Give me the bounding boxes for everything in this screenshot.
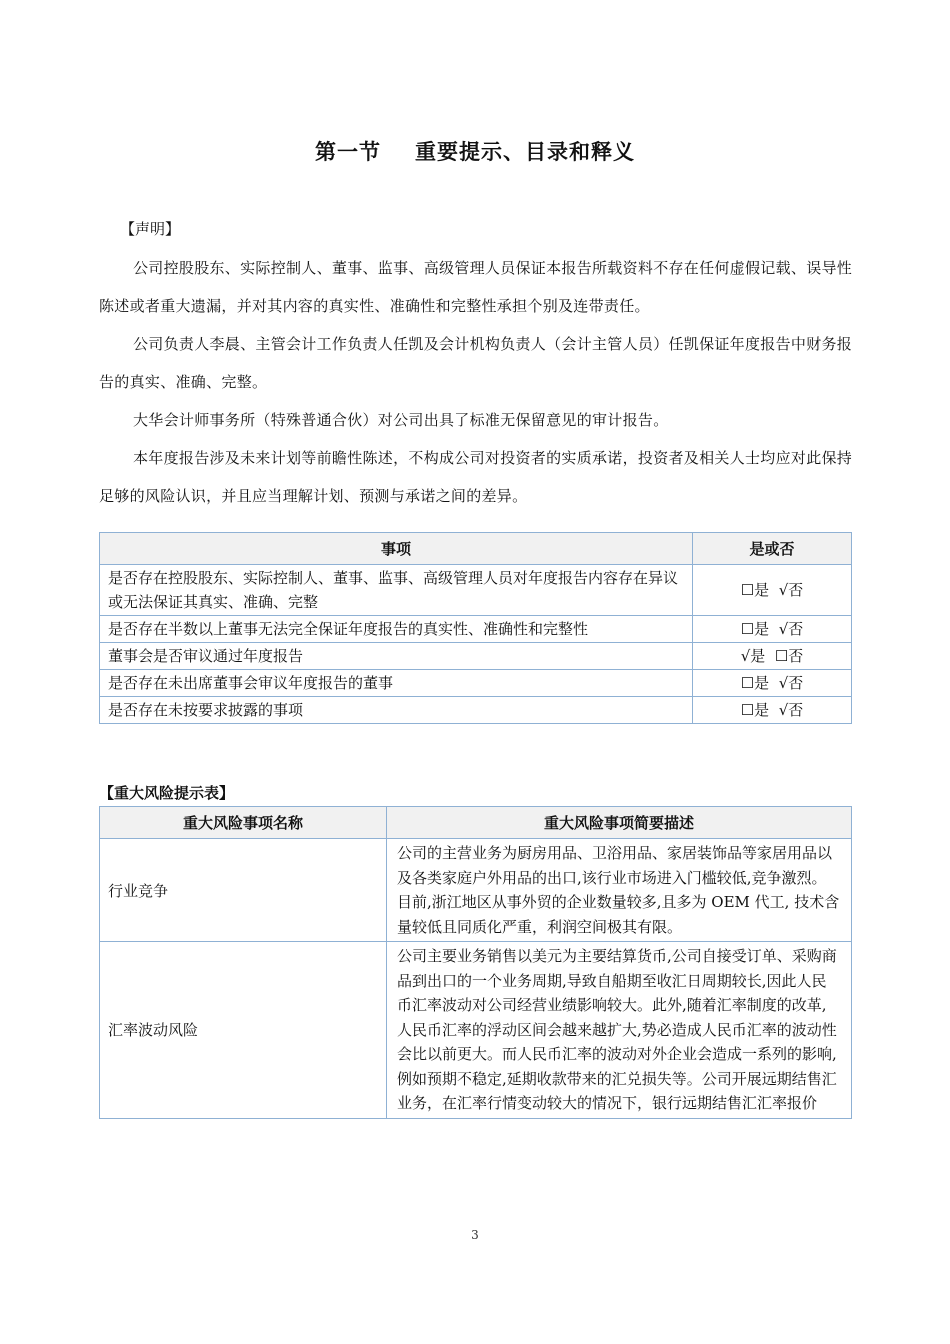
declaration-paragraph-2: 公司负责人李晨、主管会计工作负责人任凯及会计机构负责人（会计主管人员）任凯保证年度报告中财务报告的真实、准确、完整。 [99,335,853,391]
table-row [100,942,852,1119]
table-header-row [100,807,852,839]
confirmation-table [99,532,852,724]
row-answer: ☐是 √否 [693,670,852,697]
row-answer: √是 ☐否 [693,643,852,670]
table-row [100,565,852,616]
table-row [100,643,852,670]
column-header-yes-no: 是或否 [693,533,852,565]
section-number: 第一节 [315,140,381,164]
page-number: 3 [471,1228,479,1242]
section-title [0,136,950,166]
risk-description: 公司的主营业务为厨房用品、卫浴用品、家居装饰品等家居用品以及各类家庭户外用品的出口,该行业市场进入门槛较低,竞争激烈。目前,浙江地区从事外贸的企业数量较多,且多为 OEM 代工, 技术含量较低且同质化严重，利润空间极其有限。 [387,839,852,942]
risk-table-heading: 【重大风险提示表】 [99,784,235,802]
declaration-paragraph-3: 大华会计师事务所（特殊普通合伙）对公司出具了标准无保留意见的审计报告。 [133,411,669,429]
table-row [100,670,852,697]
risk-table [99,806,852,1119]
row-answer: ☐是 √否 [693,616,852,643]
row-question: 是否存在未按要求披露的事项 [100,697,693,724]
column-header-risk-description: 重大风险事项简要描述 [387,807,852,839]
row-answer: ☐是 √否 [693,697,852,724]
table-header-row [100,533,852,565]
declaration-paragraph-4: 本年度报告涉及未来计划等前瞻性陈述，不构成公司对投资者的实质承诺，投资者及相关人士均应对此保持足够的风险认识，并且应当理解计划、预测与承诺之间的差异。 [99,449,853,505]
section-heading: 重要提示、目录和释义 [415,140,635,164]
risk-description: 公司主要业务销售以美元为主要结算货币,公司自接受订单、采购商品到出口的一个业务周期,导致自船期至收汇日周期较长,因此人民币汇率波动对公司经营业绩影响较大。此外,随着汇率制度的改革,人民币汇率的浮动区间会越来越扩大,势必造成人民币汇率的波动性会比以前更大。而人民币汇率的波动对外企业会造成一系列的影响,例如预期不稳定,延期收款带来的汇兑损失等。公司开展远期结售汇业务，在汇率行情变动较大的情况下，银行远期结售汇汇率报价 [387,942,852,1119]
row-question: 董事会是否审议通过年度报告 [100,643,693,670]
table-row [100,839,852,942]
table-row [100,697,852,724]
column-header-item: 事项 [100,533,693,565]
declaration-paragraph-1: 公司控股股东、实际控制人、董事、监事、高级管理人员保证本报告所载资料不存在任何虚假记载、误导性陈述或者重大遗漏，并对其内容的真实性、准确性和完整性承担个别及连带责任。 [99,259,853,315]
row-question: 是否存在控股股东、实际控制人、董事、监事、高级管理人员对年度报告内容存在异议或无法保证其真实、准确、完整 [100,565,693,616]
declaration-label: 【声明】 [120,220,181,238]
row-answer: ☐是 √否 [693,565,852,616]
row-question: 是否存在半数以上董事无法完全保证年度报告的真实性、准确性和完整性 [100,616,693,643]
table-row [100,616,852,643]
risk-name: 汇率波动风险 [100,942,387,1119]
risk-name: 行业竞争 [100,839,387,942]
column-header-risk-name: 重大风险事项名称 [100,807,387,839]
row-question: 是否存在未出席董事会审议年度报告的董事 [100,670,693,697]
